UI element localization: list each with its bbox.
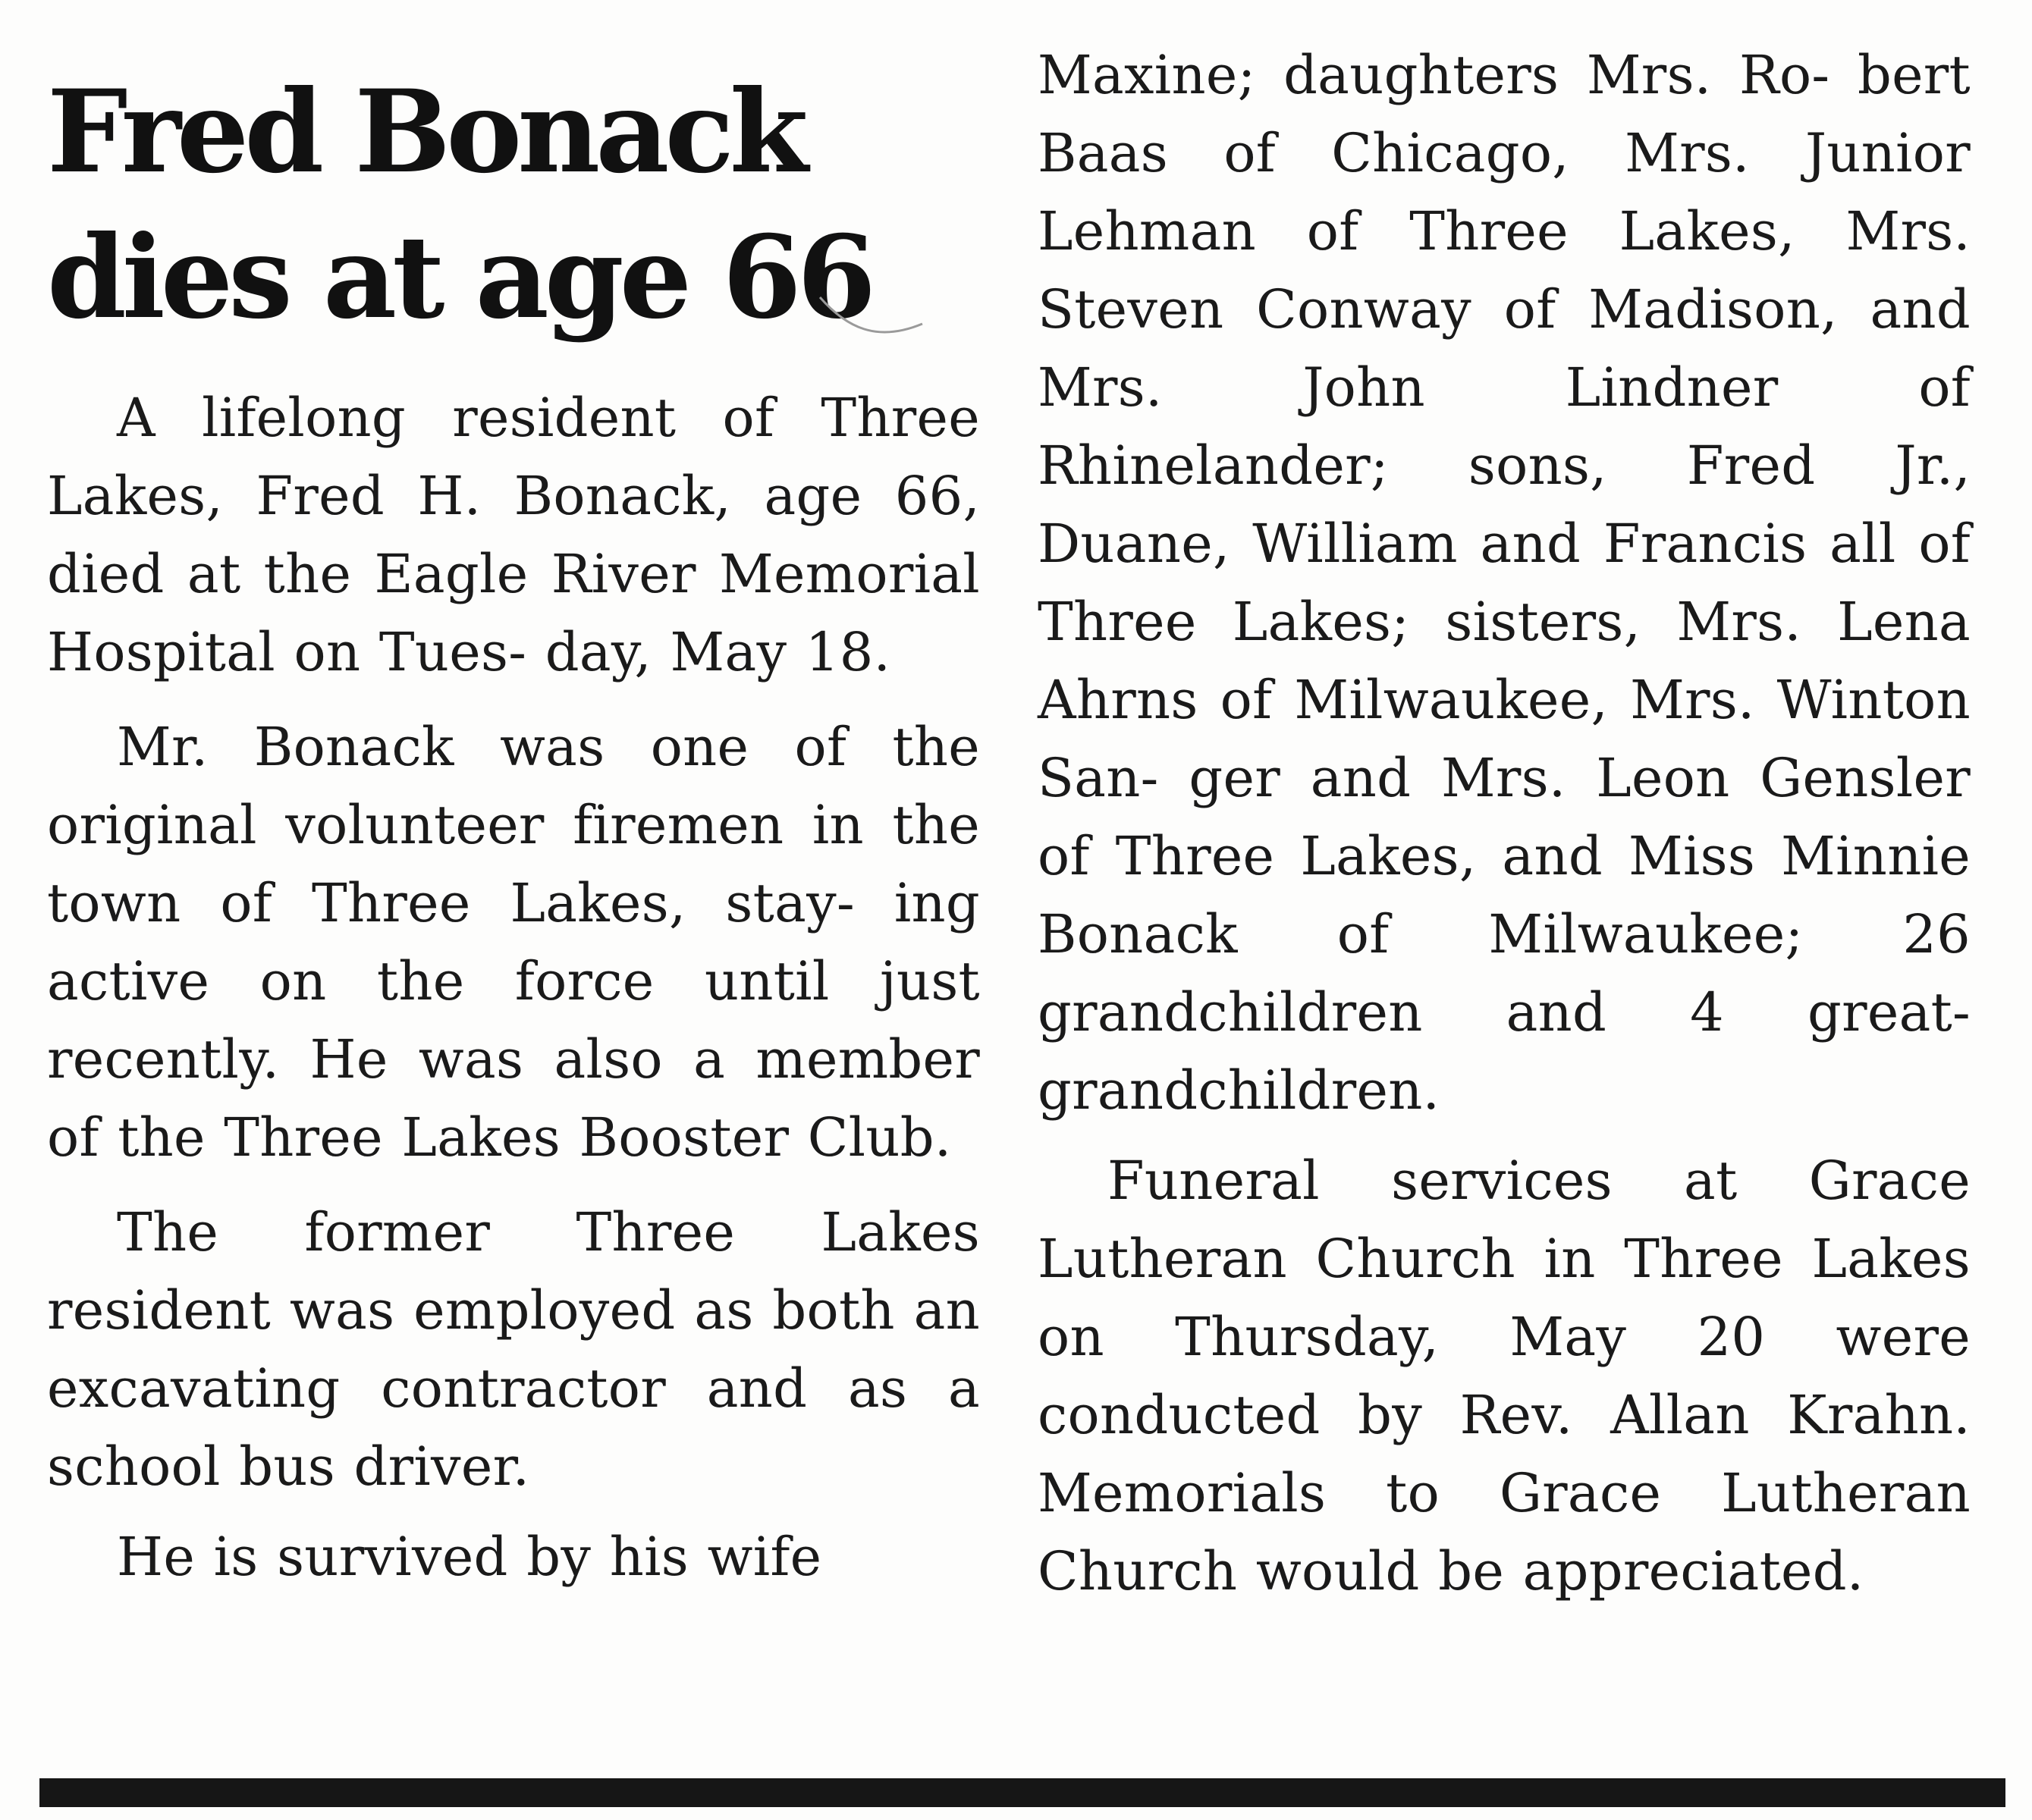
print-smudge <box>816 282 930 350</box>
right-column <box>1038 0 1971 1611</box>
paragraph-death-notice: A lifelong resident of Three Lakes, Fred H. Bonack, age 66, died at the Eagle River Memorial Hospital on Tues- day, May 18. <box>47 387 980 683</box>
paragraph-employment: The former Three Lakes resident was employed as both an excavating contractor and as a school bus driver. <box>47 1201 980 1498</box>
paragraph-survivors-start: He is survived by his wife <box>117 1526 822 1588</box>
paragraph-survivors-list: Maxine; daughters Mrs. Ro- bert Baas of Chicago, Mrs. Junior Lehman of Three Lakes, Mrs. Steven Conway of Madison, and Mrs. John Lindner of Rhinelander; sons, Fred Jr., Duane, William and Francis all of Three Lakes; sisters, Mrs. Lena Ahrns of Milwaukee, Mrs. Winton San- ger and Mrs. Leon Gensler of Three Lakes, and Miss Minnie Bonack of Milwaukee; 26 grandchildren and 4 great- grandchildren. <box>1038 44 1971 1122</box>
headline-line-1: Fred Bonack <box>47 65 804 199</box>
headline-line-2: dies at age 66 <box>47 211 872 344</box>
paragraph-funeral-services: Funeral services at Grace Lutheran Church in Three Lakes on Thursday, May 20 were conducted by Rev. Allan Krahn. Memorials to Grace Lutheran Church would be appreciated. <box>1038 1150 1971 1602</box>
bottom-rule <box>39 1778 2005 1807</box>
left-column <box>47 0 980 1596</box>
paragraph-fireman: Mr. Bonack was one of the original volunteer firemen in the town of Three Lakes, stay- ing active on the force until just recently. He was also a member of the Three Lakes Booster Club. <box>47 716 980 1169</box>
